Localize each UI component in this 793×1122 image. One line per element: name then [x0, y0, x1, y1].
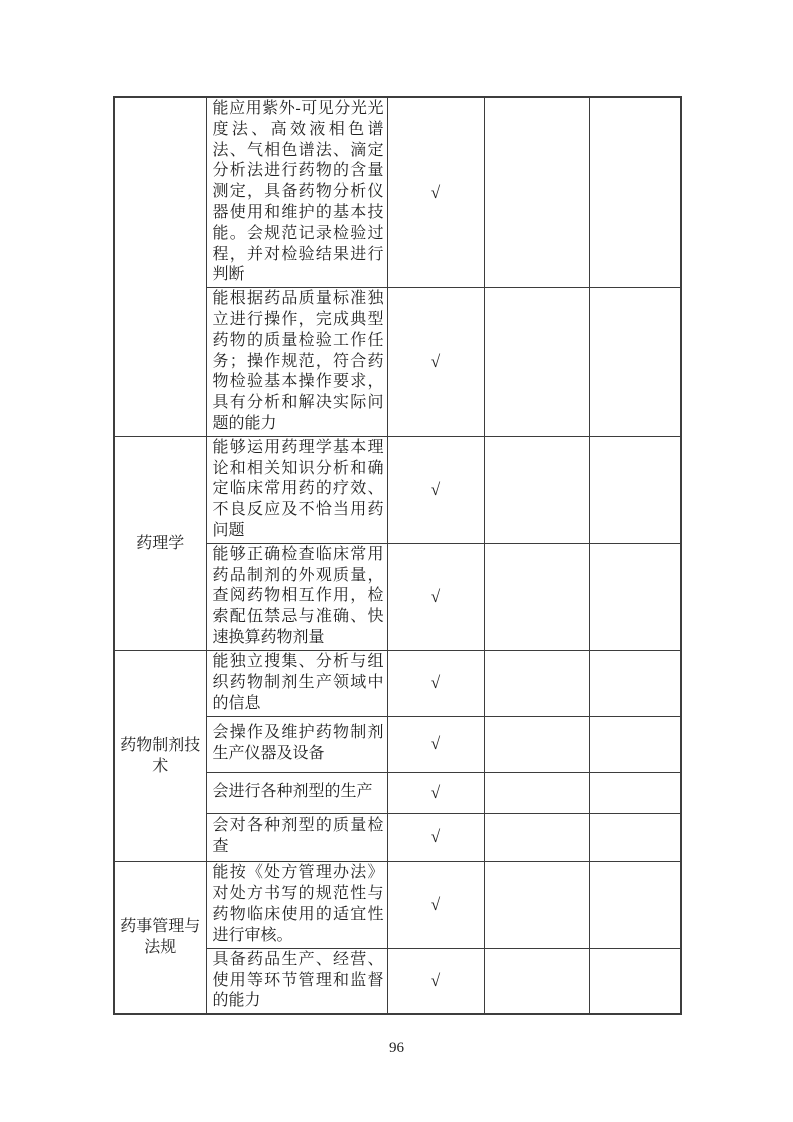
skill-desc-cell: 会操作及维护药物制剂生产仪器及设备 — [206, 716, 387, 772]
empty-cell — [484, 772, 589, 813]
empty-cell — [484, 543, 589, 650]
empty-cell — [484, 650, 589, 716]
empty-cell — [589, 948, 681, 1014]
empty-cell — [484, 436, 589, 543]
empty-cell — [589, 288, 681, 437]
check-mark-cell: √ — [387, 716, 484, 772]
table-row — [114, 861, 681, 948]
course-label-cell — [114, 97, 206, 436]
course-label-cell: 药事管理与法规 — [114, 861, 206, 1014]
page-number: 96 — [389, 1040, 404, 1056]
empty-cell — [484, 97, 589, 288]
check-mark-cell: √ — [387, 772, 484, 813]
skill-desc-cell: 能独立搜集、分析与组织药物制剂生产领域中的信息 — [206, 650, 387, 716]
empty-cell — [589, 813, 681, 861]
table-row — [114, 436, 681, 543]
empty-cell — [589, 650, 681, 716]
check-mark-cell: √ — [387, 97, 484, 288]
check-mark-cell: √ — [387, 650, 484, 716]
table-row — [114, 97, 681, 288]
empty-cell — [589, 543, 681, 650]
empty-cell — [589, 861, 681, 948]
empty-cell — [589, 772, 681, 813]
skill-desc-cell: 具备药品生产、经营、使用等环节管理和监督的能力 — [206, 948, 387, 1014]
skills-table — [113, 96, 682, 1015]
skill-desc-cell: 能够正确检查临床常用药品制剂的外观质量，查阅药物相互作用，检索配伍禁忌与准确、快速换算药物剂量 — [206, 543, 387, 650]
skill-desc-cell: 会对各种剂型的质量检查 — [206, 813, 387, 861]
course-label-cell: 药物制剂技术 — [114, 650, 206, 861]
skill-desc-cell: 能根据药品质量标准独立进行操作，完成典型药物的质量检验工作任务；操作规范，符合药物检验基本操作要求，具有分析和解决实际问题的能力 — [206, 288, 387, 437]
empty-cell — [484, 288, 589, 437]
empty-cell — [589, 97, 681, 288]
check-mark-cell: √ — [387, 813, 484, 861]
check-mark-cell: √ — [387, 436, 484, 543]
empty-cell — [484, 948, 589, 1014]
check-mark-cell: √ — [387, 948, 484, 1014]
check-mark-cell: √ — [387, 288, 484, 437]
skill-desc-cell: 会进行各种剂型的生产 — [206, 772, 387, 813]
skill-desc-cell: 能按《处方管理办法》对处方书写的规范性与药物临床使用的适宜性进行审核。 — [206, 861, 387, 948]
table-row — [114, 650, 681, 716]
empty-cell — [589, 716, 681, 772]
empty-cell — [484, 813, 589, 861]
empty-cell — [484, 861, 589, 948]
check-mark-cell: √ — [387, 861, 484, 948]
check-mark-cell: √ — [387, 543, 484, 650]
course-label-cell: 药理学 — [114, 436, 206, 650]
skill-desc-cell: 能够运用药理学基本理论和相关知识分析和确定临床常用药的疗效、不良反应及不恰当用药问题 — [206, 436, 387, 543]
empty-cell — [589, 436, 681, 543]
empty-cell — [484, 716, 589, 772]
skill-desc-cell: 能应用紫外-可见分光光度法、高效液相色谱法、气相色谱法、滴定分析法进行药物的含量测定，具备药物分析仪器使用和维护的基本技能。会规范记录检验过程，并对检验结果进行判断 — [206, 97, 387, 288]
